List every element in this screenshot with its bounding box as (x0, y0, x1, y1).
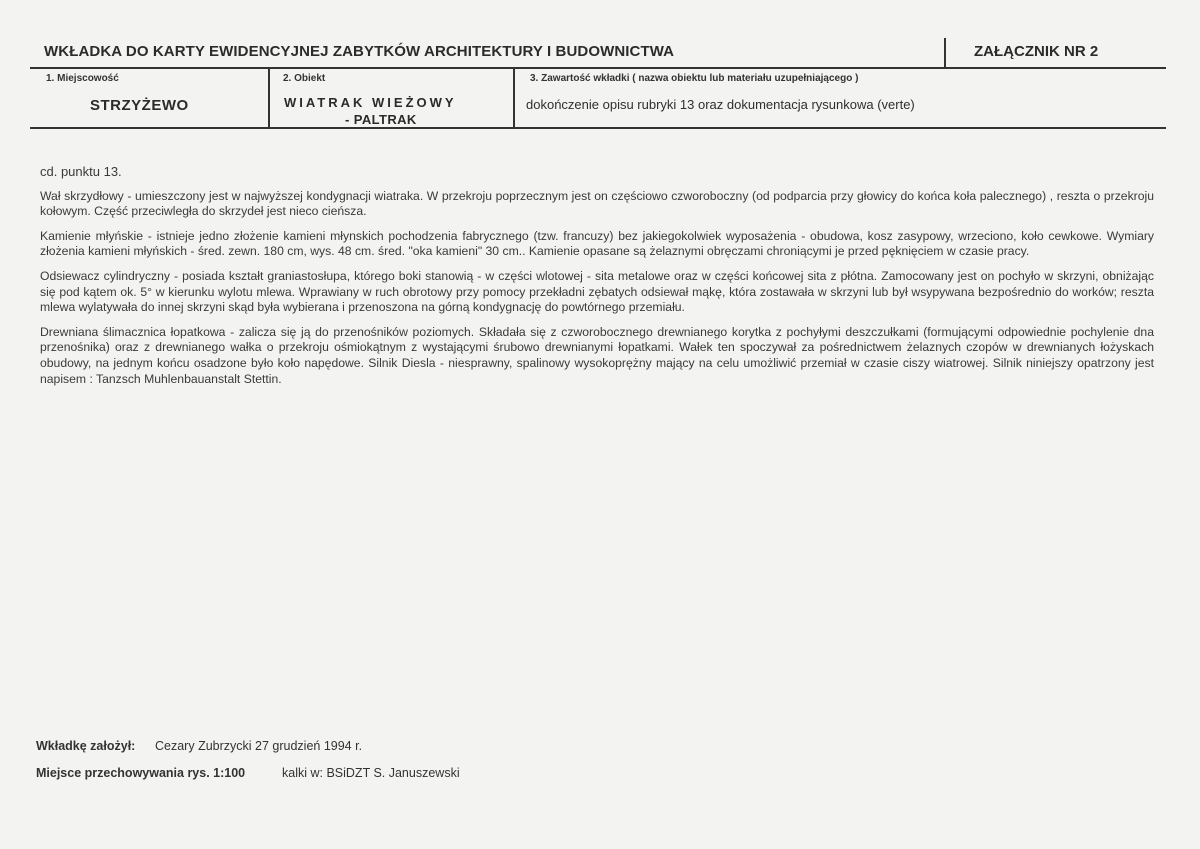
object-label: 2. Obiekt (283, 73, 326, 84)
header-top-rule (30, 67, 1166, 69)
document-title: WKŁADKA DO KARTY EWIDENCYJNEJ ZABYTKÓW ARCHITEKTURY I BUDOWNICTWA (44, 43, 675, 60)
section-heading: cd. punktu 13. (40, 164, 122, 179)
object-value-line2: - PALTRAK (345, 112, 417, 127)
header-divider (944, 38, 946, 68)
paragraph-screw-conveyor: Drewniana ślimacznica łopatkowa - zalicza się ją do przenośników poziomych. Składała się z czworobocznego drewnianego korytka z pochyłymi deszczułkami (formującymi odpowiednie pochylenie dna przenośnika) oraz z drewnianego wałka o przekroju ośmiokątnym z wystającymi śrubowo drewnianymi łopatkami. Wałek ten spoczywał za pośrednictwem żelaznych czopów w drewnianych łożyskach obudowy, na jednym końcu osadzone było koło napędowe. Silnik Diesla - niesprawny, spalinowy wysokoprężny mający na celu umożliwić przemiał w czasie ciszy wiatrowej. Silnik niniejszy opatrzony jest napisem : Tanzsch Muhlenbauanstalt Stettin. (40, 324, 1154, 386)
author-line (36, 739, 362, 753)
header-row (34, 38, 1166, 66)
storage-value: kalki w: BSiDZT S. Januszewski (282, 766, 460, 780)
annex-number: ZAŁĄCZNIK NR 2 (974, 43, 1099, 60)
object-value-line1: WIATRAK WIEŻOWY (284, 95, 457, 110)
location-value: STRZYŻEWO (90, 97, 189, 114)
description-body (40, 164, 1154, 396)
location-label: 1. Miejscowość (46, 73, 119, 84)
paragraph-millstones: Kamienie młyńskie - istnieje jedno złożenie kamieni młynskich pochodzenia fabrycznego (tzw. francuzy) bez jakiegokolwiek wyposażenia - obudowa, kosz zasypowy, wrzeciono, koło cewkowe. Wymiary złożenia kamieni młyńskich - śred. zewn. 180 cm, wys. 48 cm. śred. "oka kamieni" 30 cm.. Kamienie opasane są żelaznymi obręczami chroniącymi je przed pęknięciem w czasie pracy. (40, 228, 1154, 259)
paragraph-wing-shaft: Wał skrzydłowy - umieszczony jest w najwyższej kondygnacji wiatraka. W przekroju poprzecznym jest on częściowo czworoboczny (od podparcia przy głowicy do końca koła palecznego) , reszta o przekroju kołowym. Część przeciwległa do skrzydeł jest nieco cieńsza. (40, 188, 1154, 219)
contents-label: 3. Zawartość wkładki ( nazwa obiektu lub materiału uzupełniającego ) (530, 73, 859, 84)
author-value: Cezary Zubrzycki 27 grudzień 1994 r. (155, 739, 363, 753)
storage-label: Miejsce przechowywania rys. 1:100 (36, 766, 246, 780)
field-divider-1 (268, 69, 270, 127)
header-bottom-rule (30, 127, 1166, 129)
contents-value: dokończenie opisu rubryki 13 oraz dokumentacja rysunkowa (verte) (526, 97, 915, 112)
author-label: Wkładkę założył: (36, 739, 136, 753)
paragraph-sifter: Odsiewacz cylindryczny - posiada kształt graniastosłupa, którego boki stanowią - w części wlotowej - sita metalowe oraz w części końcowej sita z płótna. Zamocowany jest on pochyło w skrzyni, obniżając się pod kątem ok. 5° w kierunku wylotu mlewa. Wprawiany w ruch obrotowy przy pomocy przekładni zębatych odsiewał mąkę, która zostawała w skrzyni lub był wsypywana bezpośrednio do worków; reszta mlewa wylatywała do innej skrzyni skąd była wybierana i przenoszona na górną kondygnację do powtórnego przemiału. (40, 268, 1154, 315)
storage-line (36, 766, 460, 780)
field-divider-2 (513, 69, 515, 127)
